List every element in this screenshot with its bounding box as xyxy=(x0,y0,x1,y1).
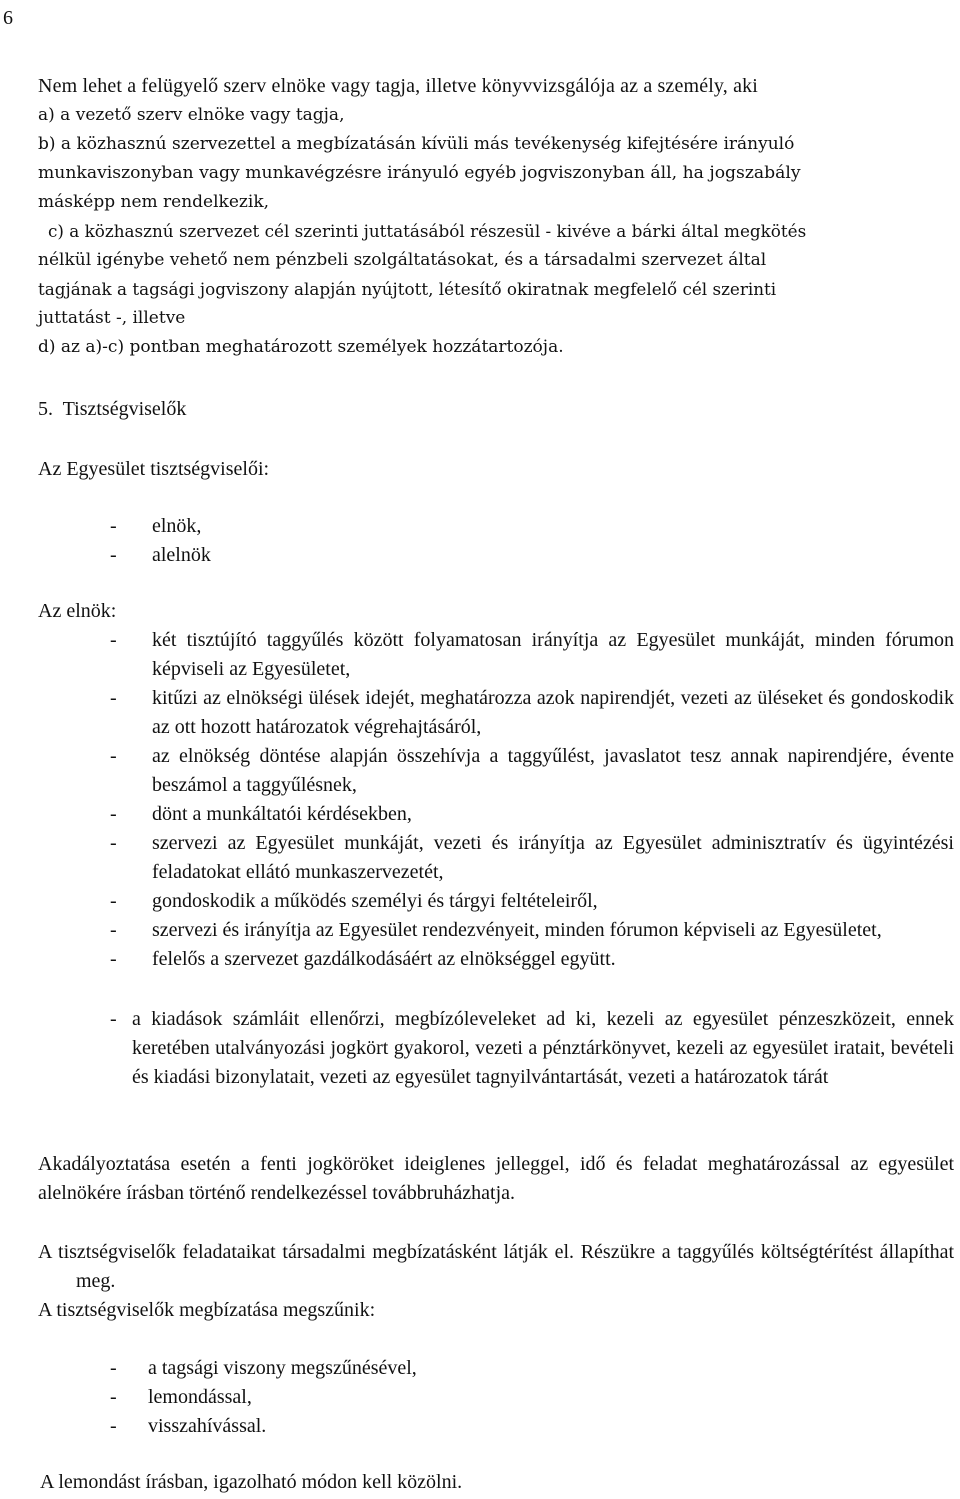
supervisory-eligibility-paragraph xyxy=(38,72,954,362)
text-line: tagjának a tagsági jogviszony alapján nyújtott, létesítő okiratnak megfelelő cél szerinti xyxy=(38,279,777,299)
resignation-paragraph: A lemondást írásban, igazolható módon kell közölni. xyxy=(40,1471,463,1493)
termination-list xyxy=(110,1354,954,1441)
text-line: másképp nem rendelkezik, xyxy=(38,192,270,212)
section-number: 5. xyxy=(38,398,53,420)
section-title: Tisztségviselők xyxy=(62,398,187,420)
obstruction-paragraph: Akadályoztatása esetén a fenti jogköröket ideiglenes jelleggel, idő és feladat meghatározással az egyesület alelnökére írásban történő rendelkezéssel továbbruházhatja. xyxy=(38,1153,954,1204)
list-item: - az elnökség döntése alapján összehívja a taggyűlést, javaslatot tesz annak napirendjére, évente beszámol a taggyűlésnek, xyxy=(110,745,954,796)
list-item: - felelős a szervezet gazdálkodásáért az elnökséggel együtt. xyxy=(110,948,616,970)
text-line: b) a közhasznú szervezettel a megbízatásán kívüli más tevékenység kifejtésére irányuló xyxy=(38,134,795,154)
termination-heading: A tisztségviselők megbízatása megszűnik: xyxy=(38,1299,376,1321)
text-line: juttatást -, illetve xyxy=(38,308,186,328)
list-item: - visszahívással. xyxy=(110,1415,267,1437)
list-item-financial-duties: - a kiadások számláit ellenőrzi, megbízóleveleket ad ki, kezeli az egyesület pénzeszközeit, ennek keretében utalványozási jogkört gyakorol, vezeti a pénztárkönyvet, kezeli az egyesület iratait, bevételi és kiadási bizonylatait, vezeti az egyesület tagnyilvántartását, vezeti a határozatok tárát xyxy=(110,1008,954,1088)
list-item: - alelnök xyxy=(110,544,211,566)
text-line: d) az a)-c) pontban meghatározott személyek hozzátartozója. xyxy=(38,337,564,357)
president-duties-list xyxy=(110,626,954,974)
list-item: - két tisztújító taggyűlés között folyamatosan irányítja az Egyesület munkáját, minden fórumon képviseli az Egyesületet, xyxy=(110,629,954,680)
text-line: c) a közhasznú szervezet cél szerinti juttatásából részesül - kivéve a bárki által megkötés xyxy=(48,221,807,241)
text-line: a) a vezető szerv elnöke vagy tagja, xyxy=(38,105,345,125)
president-heading: Az elnök: xyxy=(38,600,117,622)
list-item: - a tagsági viszony megszűnésével, xyxy=(110,1357,417,1379)
list-item: - szervezi és irányítja az Egyesület rendezvényeit, minden fórumon képviseli az Egyesületet, xyxy=(110,919,882,941)
page-number: 6 xyxy=(3,7,13,29)
list-item: - kitűzi az elnökségi ülések idejét, meghatározza azok napirendjét, vezeti az üléseket és gondoskodik az ott hozott határozatok végrehajtásáról, xyxy=(110,687,954,738)
text-line: munkaviszonyban vagy munkavégzésre irányuló egyéb jogviszonyban áll, ha jogszabály xyxy=(38,163,801,183)
section-heading xyxy=(38,395,954,424)
list-item: - elnök, xyxy=(110,515,202,537)
text-line: Nem lehet a felügyelő szerv elnöke vagy tagja, illetve könyvvizsgálója az a személy, aki xyxy=(38,75,758,97)
officers-heading: Az Egyesület tisztségviselői: xyxy=(38,458,270,480)
list-item: - szervezi az Egyesület munkáját, vezeti és irányítja az Egyesület adminisztratív és ügyintézési feladatokat ellátó munkaszervezetét, xyxy=(110,832,954,883)
text-line: nélkül igénybe vehető nem pénzbeli szolgáltatásokat, és a társadalmi szervezet által xyxy=(38,250,767,270)
list-item: - lemondással, xyxy=(110,1386,252,1408)
social-mandate-paragraph: A tisztségviselők feladataikat társadalmi megbízatásként látják el. Részükre a taggyűlés költségtérítést állapíthat meg. xyxy=(38,1241,954,1292)
officers-list xyxy=(110,512,954,570)
list-item: - gondoskodik a működés személyi és tárgyi feltételeiről, xyxy=(110,890,598,912)
list-item: - dönt a munkáltatói kérdésekben, xyxy=(110,803,412,825)
